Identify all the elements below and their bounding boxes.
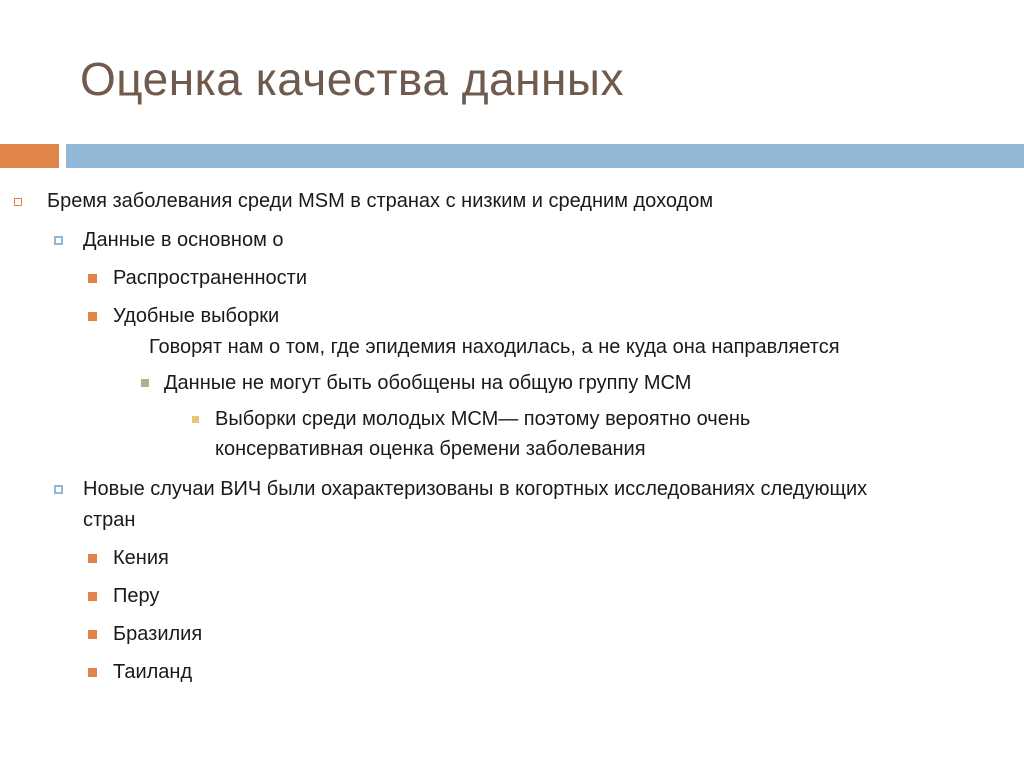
green-square-bullet-icon (141, 379, 149, 387)
bullet-young-samples-line1: Выборки среди молодых МСМ— поэтому вероятно очень (215, 408, 751, 430)
note-epidemic-direction: Говорят нам о том, где эпидемия находилась, а не куда она направляется (149, 336, 840, 358)
accent-bar-orange (0, 144, 59, 168)
bullet-new-cases-line2: стран (83, 509, 136, 531)
yellow-square-bullet-icon (192, 416, 199, 423)
country-item: Перу (113, 585, 160, 607)
bullet-new-cases-line1: Новые случаи ВИЧ были охарактеризованы в когортных исследованиях следующих (83, 478, 868, 500)
orange-square-bullet-icon (88, 668, 97, 677)
bullet-prevalence: Распространенности (113, 267, 307, 289)
country-item: Бразилия (113, 623, 203, 645)
bullet-cannot-generalize: Данные не могут быть обобщены на общую группу МСМ (164, 372, 692, 394)
boxed-square-bullet-icon (54, 236, 63, 245)
bullet-young-samples-line2: консервативная оценка бремени заболевания (215, 438, 646, 460)
hollow-square-bullet-icon (14, 198, 22, 206)
orange-square-bullet-icon (88, 630, 97, 639)
orange-square-bullet-icon (88, 592, 97, 601)
bullet-burden: Бремя заболевания среди MSM в странах с низким и средним доходом (47, 190, 714, 212)
boxed-square-bullet-icon (54, 485, 63, 494)
bullet-data-mainly: Данные в основном о (83, 229, 284, 251)
slide-title: Оценка качества данных (80, 53, 624, 105)
country-item: Таиланд (113, 661, 193, 683)
country-item: Кения (113, 547, 169, 569)
orange-square-bullet-icon (88, 554, 97, 563)
bullet-convenience-samples: Удобные выборки (113, 305, 280, 327)
accent-bar-blue (66, 144, 1024, 168)
orange-square-bullet-icon (88, 274, 97, 283)
orange-square-bullet-icon (88, 312, 97, 321)
